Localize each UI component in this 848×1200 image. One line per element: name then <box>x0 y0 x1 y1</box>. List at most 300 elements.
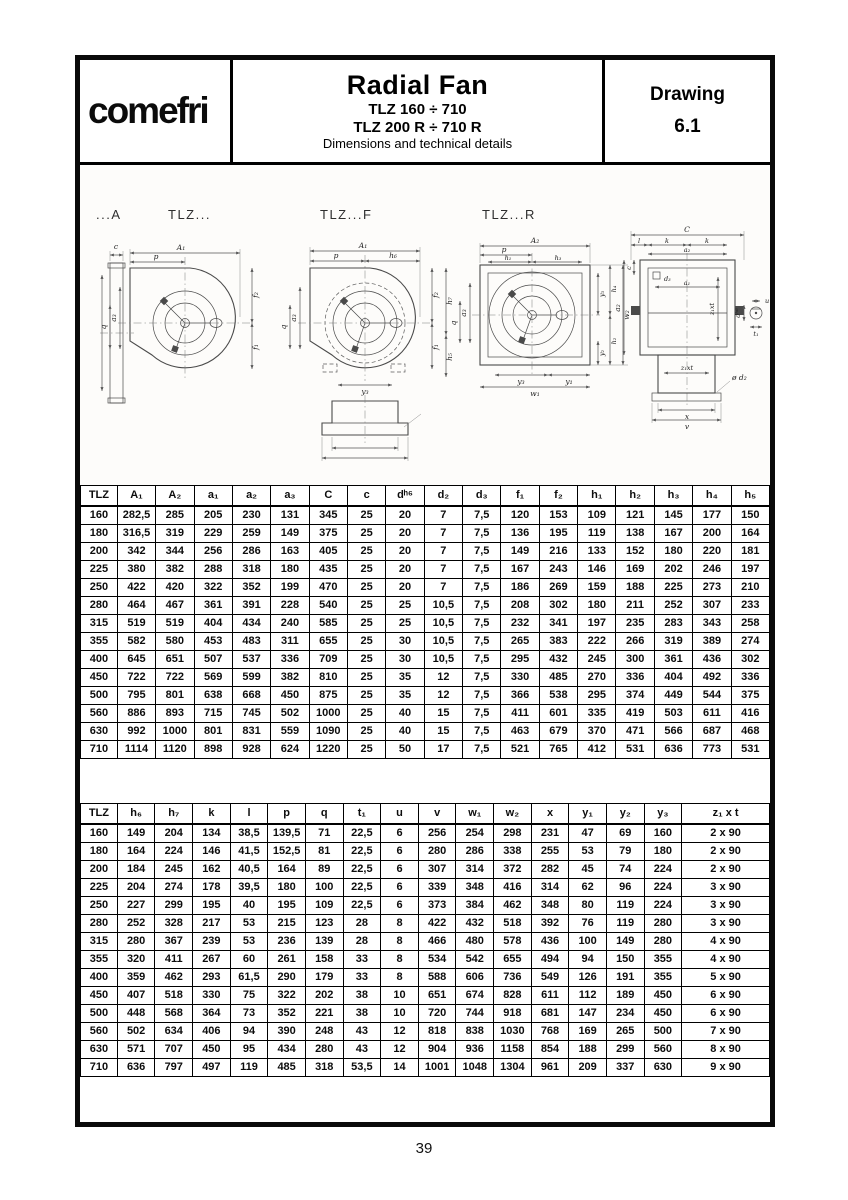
dimensions-table-2 <box>80 803 770 1077</box>
table-header-cell: dʰ⁶ <box>386 486 424 507</box>
table-cell: 149 <box>117 824 155 843</box>
dim-label: c <box>625 266 633 270</box>
table-cell: 336 <box>616 669 654 687</box>
dim-label: C <box>684 225 690 234</box>
table-cell: 216 <box>539 543 577 561</box>
table-cell: 531 <box>731 741 769 759</box>
table-cell: 169 <box>569 1023 607 1041</box>
table-header-cell: y₁ <box>569 804 607 825</box>
table-cell: 7,5 <box>463 561 501 579</box>
table-cell: 149 <box>606 933 644 951</box>
table-cell: 60 <box>230 951 268 969</box>
dim-label: q <box>449 320 458 326</box>
table-cell: 580 <box>156 633 194 651</box>
table-cell: 1090 <box>309 723 347 741</box>
table-cell: 109 <box>578 506 616 525</box>
table-cell: 450 <box>644 987 682 1005</box>
row-header-cell: 560 <box>81 705 118 723</box>
table-cell: 407 <box>117 987 155 1005</box>
table-cell: 380 <box>117 561 155 579</box>
table-cell: 818 <box>418 1023 456 1041</box>
table-header-cell: a₂ <box>232 486 270 507</box>
table-cell: 7,5 <box>463 741 501 759</box>
table-cell: 180 <box>644 843 682 861</box>
dim-label: v <box>684 422 690 431</box>
table-cell: 123 <box>305 915 343 933</box>
table-cell: 8 <box>381 933 419 951</box>
table-header-cell: c <box>347 486 385 507</box>
table-cell: 7 x 90 <box>682 1023 770 1041</box>
table-cell: 1000 <box>309 705 347 723</box>
table-cell: 801 <box>156 687 194 705</box>
title-caption: Dimensions and technical details <box>322 135 513 151</box>
table-cell: 61,5 <box>230 969 268 987</box>
table-cell: 71 <box>305 824 343 843</box>
view-label-a: ...A <box>96 207 122 222</box>
table-cell: 45 <box>569 861 607 879</box>
row-header-cell: 315 <box>81 933 118 951</box>
table-cell: 630 <box>644 1059 682 1077</box>
table-cell: 480 <box>456 933 494 951</box>
table-header-cell: w₂ <box>494 804 532 825</box>
table-cell: 248 <box>305 1023 343 1041</box>
table-cell: 419 <box>616 705 654 723</box>
table-cell: 463 <box>501 723 539 741</box>
row-header-cell: 180 <box>81 525 118 543</box>
table-cell: 453 <box>194 633 232 651</box>
table-cell: 280 <box>117 933 155 951</box>
table-cell: 432 <box>456 915 494 933</box>
table-cell: 636 <box>117 1059 155 1077</box>
table-cell: 290 <box>268 969 306 987</box>
table-cell: 164 <box>117 843 155 861</box>
table-header-cell: TLZ <box>81 486 118 507</box>
table-cell: 992 <box>117 723 155 741</box>
row-header-cell: 710 <box>81 1059 118 1077</box>
row-header-cell: 450 <box>81 669 118 687</box>
table-cell: 519 <box>156 615 194 633</box>
table-cell: 707 <box>155 1041 193 1059</box>
drawing-pedestal-f <box>322 395 421 461</box>
drawing-number: 6.1 <box>674 116 701 137</box>
table-cell: 566 <box>654 723 692 741</box>
table-cell: 146 <box>578 561 616 579</box>
table-cell: 43 <box>343 1023 381 1041</box>
table-header-cell: h₂ <box>616 486 654 507</box>
table-cell: 299 <box>155 897 193 915</box>
table-cell: 178 <box>193 879 231 897</box>
dim-label: h₆ <box>389 251 397 260</box>
row-header-cell: 160 <box>81 506 118 525</box>
table-cell: 336 <box>271 651 309 669</box>
table-cell: 636 <box>654 741 692 759</box>
logo-text: comefri <box>88 90 208 131</box>
table-cell: 299 <box>606 1041 644 1059</box>
row-header-cell: 630 <box>81 723 118 741</box>
dim-label: h₃ <box>554 254 562 262</box>
table-cell: 180 <box>654 543 692 561</box>
table-cell: 372 <box>494 861 532 879</box>
table-cell: 282,5 <box>117 506 155 525</box>
table-cell: 471 <box>616 723 654 741</box>
dim-label: k <box>705 237 709 245</box>
table-cell: 448 <box>117 1005 155 1023</box>
row-header-cell: 630 <box>81 1041 118 1059</box>
table-cell: 20 <box>386 525 424 543</box>
table-cell: 282 <box>531 861 569 879</box>
table-cell: 768 <box>531 1023 569 1041</box>
table-header-cell: h₄ <box>693 486 731 507</box>
row-header-cell: 355 <box>81 951 118 969</box>
table-cell: 184 <box>117 861 155 879</box>
table-cell: 6 <box>381 861 419 879</box>
table-row <box>81 579 770 597</box>
table-cell: 795 <box>117 687 155 705</box>
view-label-tlz: TLZ... <box>168 207 211 222</box>
table-cell: 8 <box>381 915 419 933</box>
dim-label-c: c <box>113 242 119 251</box>
table-cell: 10,5 <box>424 615 462 633</box>
table-cell: 234 <box>606 1005 644 1023</box>
table-cell: 94 <box>569 951 607 969</box>
table-cell: 3 x 90 <box>682 915 770 933</box>
table-cell: 119 <box>230 1059 268 1077</box>
table-cell: 601 <box>539 705 577 723</box>
table-cell: 311 <box>271 633 309 651</box>
table-gap <box>80 759 770 803</box>
table-cell: 133 <box>578 543 616 561</box>
table-cell: 801 <box>194 723 232 741</box>
table-cell: 210 <box>731 579 769 597</box>
row-header-cell: 225 <box>81 561 118 579</box>
dim-label: h₄ <box>610 285 618 293</box>
table-cell: 886 <box>117 705 155 723</box>
table-header-cell: C <box>309 486 347 507</box>
table-cell: 715 <box>194 705 232 723</box>
table-header-cell: d₃ <box>463 486 501 507</box>
table-cell: 265 <box>606 1023 644 1041</box>
row-header-cell: 400 <box>81 651 118 669</box>
dim-label: f₂ <box>251 292 260 298</box>
table-cell: 43 <box>343 1041 381 1059</box>
table-cell: 389 <box>693 633 731 651</box>
dim-label: z₁xt <box>680 364 694 372</box>
table-cell: 186 <box>501 579 539 597</box>
table-cell: 25 <box>347 633 385 651</box>
table-cell: 339 <box>418 879 456 897</box>
table-cell: 416 <box>731 705 769 723</box>
table-cell: 485 <box>268 1059 306 1077</box>
table-cell: 149 <box>501 543 539 561</box>
table-cell: 624 <box>271 741 309 759</box>
table-cell: 420 <box>156 579 194 597</box>
table-cell: 7,5 <box>463 597 501 615</box>
table-cell: 7 <box>424 561 462 579</box>
table-cell: 119 <box>578 525 616 543</box>
table-row <box>81 824 770 843</box>
table-cell: 273 <box>693 579 731 597</box>
table-cell: 2 x 90 <box>682 861 770 879</box>
table-cell: 936 <box>456 1041 494 1059</box>
table-cell: 40 <box>386 723 424 741</box>
table-cell: 41,5 <box>230 843 268 861</box>
table-cell: 544 <box>693 687 731 705</box>
table-cell: 25 <box>386 597 424 615</box>
table-cell: 197 <box>578 615 616 633</box>
row-header-cell: 280 <box>81 915 118 933</box>
table-cell: 293 <box>193 969 231 987</box>
table-cell: 390 <box>268 1023 306 1041</box>
table-cell: 765 <box>539 741 577 759</box>
drawing-tlz-f <box>279 241 454 396</box>
dim-label: k <box>665 237 669 245</box>
table-cell: 246 <box>693 561 731 579</box>
table-cell: 893 <box>156 705 194 723</box>
table-cell: 202 <box>654 561 692 579</box>
table-cell: 191 <box>606 969 644 987</box>
table-cell: 47 <box>569 824 607 843</box>
table-cell: 679 <box>539 723 577 741</box>
table-cell: 139,5 <box>268 824 306 843</box>
table-cell: 25 <box>347 705 385 723</box>
table-cell: 12 <box>424 669 462 687</box>
table-header-cell: y₃ <box>644 804 682 825</box>
table-cell: 361 <box>194 597 232 615</box>
table-header-cell: k <box>193 804 231 825</box>
table-cell: 119 <box>606 915 644 933</box>
table-cell: 831 <box>232 723 270 741</box>
table-cell: 158 <box>305 951 343 969</box>
table-cell: 370 <box>578 723 616 741</box>
table-cell: 382 <box>156 561 194 579</box>
table-cell: 7,5 <box>463 543 501 561</box>
table-cell: 163 <box>271 543 309 561</box>
table-cell: 320 <box>117 951 155 969</box>
table-cell: 307 <box>418 861 456 879</box>
row-header-cell: 355 <box>81 633 118 651</box>
table-cell: 233 <box>731 597 769 615</box>
table-cell: 204 <box>155 824 193 843</box>
table-header-cell: h₃ <box>654 486 692 507</box>
table-cell: 38 <box>343 987 381 1005</box>
table-cell: 22,5 <box>343 824 381 843</box>
table-cell: 9 x 90 <box>682 1059 770 1077</box>
table-cell: 139 <box>305 933 343 951</box>
table-cell: 270 <box>578 669 616 687</box>
table-cell: 274 <box>155 879 193 897</box>
table-cell: 435 <box>309 561 347 579</box>
row-header-cell: 160 <box>81 824 118 843</box>
table-cell: 7,5 <box>463 506 501 525</box>
table-cell: 112 <box>569 987 607 1005</box>
table-cell: 391 <box>232 597 270 615</box>
table-cell: 22,5 <box>343 843 381 861</box>
table-row <box>81 915 770 933</box>
table-cell: 202 <box>305 987 343 1005</box>
table-cell: 220 <box>693 543 731 561</box>
table-cell: 462 <box>494 897 532 915</box>
row-header-cell: 280 <box>81 597 118 615</box>
table-row <box>81 705 770 723</box>
table-cell: 286 <box>232 543 270 561</box>
table-cell: 585 <box>309 615 347 633</box>
table-cell: 4 x 90 <box>682 951 770 969</box>
table-cell: 502 <box>117 1023 155 1041</box>
table-cell: 274 <box>731 633 769 651</box>
row-header-cell: 500 <box>81 687 118 705</box>
table-cell: 494 <box>531 951 569 969</box>
table-cell: 30 <box>386 633 424 651</box>
table-cell: 22,5 <box>343 861 381 879</box>
table-cell: 462 <box>155 969 193 987</box>
dim-label: y₁ <box>565 377 573 386</box>
table-cell: 239 <box>193 933 231 951</box>
table-cell: 204 <box>117 879 155 897</box>
table-cell: 280 <box>644 915 682 933</box>
table-header-cell: d₂ <box>424 486 462 507</box>
table-cell: 25 <box>347 687 385 705</box>
table-cell: 542 <box>456 951 494 969</box>
table-cell: 254 <box>456 824 494 843</box>
table-cell: 12 <box>424 687 462 705</box>
table-cell: 95 <box>230 1041 268 1059</box>
table-header-cell: h₆ <box>117 804 155 825</box>
table-cell: 80 <box>569 897 607 915</box>
table-row <box>81 951 770 969</box>
table-cell: 6 <box>381 843 419 861</box>
table-cell: 355 <box>644 969 682 987</box>
table-cell: 38,5 <box>230 824 268 843</box>
table-cell: 348 <box>531 897 569 915</box>
table-cell: 7 <box>424 579 462 597</box>
table-row <box>81 843 770 861</box>
table-cell: 500 <box>644 1023 682 1041</box>
table-cell: 483 <box>232 633 270 651</box>
table-cell: 411 <box>155 951 193 969</box>
table-cell: 470 <box>309 579 347 597</box>
table-cell: 335 <box>578 705 616 723</box>
dim-label: w₁ <box>530 389 540 398</box>
table-cell: 611 <box>531 987 569 1005</box>
page-number: 39 <box>415 1140 433 1157</box>
table-cell: 1001 <box>418 1059 456 1077</box>
table-cell: 136 <box>501 525 539 543</box>
table-cell: 722 <box>117 669 155 687</box>
table-cell: 62 <box>569 879 607 897</box>
table-cell: 265 <box>501 633 539 651</box>
table-cell: 569 <box>194 669 232 687</box>
table-header-cell: h₁ <box>578 486 616 507</box>
table-cell: 302 <box>539 597 577 615</box>
table-cell: 1030 <box>494 1023 532 1041</box>
table-cell: 359 <box>117 969 155 987</box>
table-cell: 20 <box>386 579 424 597</box>
table-cell: 336 <box>731 669 769 687</box>
table-header-cell: TLZ <box>81 804 118 825</box>
table-cell: 928 <box>232 741 270 759</box>
table-cell: 138 <box>616 525 654 543</box>
table-row <box>81 741 770 759</box>
table-cell: 383 <box>539 633 577 651</box>
table-cell: 40 <box>386 705 424 723</box>
table-row <box>81 506 770 525</box>
table-cell: 322 <box>194 579 232 597</box>
table-cell: 269 <box>539 579 577 597</box>
table-cell: 531 <box>616 741 654 759</box>
table-cell: 227 <box>117 897 155 915</box>
table-cell: 534 <box>418 951 456 969</box>
table-cell: 167 <box>501 561 539 579</box>
table-cell: 328 <box>155 915 193 933</box>
table-cell: 7,5 <box>463 651 501 669</box>
table-cell: 537 <box>232 651 270 669</box>
table-cell: 1120 <box>156 741 194 759</box>
dim-label: a₃ <box>289 314 298 322</box>
table-cell: 286 <box>456 843 494 861</box>
table-cell: 195 <box>268 897 306 915</box>
table-cell: 211 <box>616 597 654 615</box>
table-cell: 153 <box>539 506 577 525</box>
table-cell: 745 <box>232 705 270 723</box>
table-cell: 228 <box>271 597 309 615</box>
table-cell: 322 <box>268 987 306 1005</box>
table-cell: 152,5 <box>268 843 306 861</box>
table-cell: 392 <box>531 915 569 933</box>
table-row <box>81 525 770 543</box>
dim-label: A₁ <box>358 241 368 250</box>
table-cell: 709 <box>309 651 347 669</box>
table-cell: 318 <box>305 1059 343 1077</box>
table-cell: 651 <box>156 651 194 669</box>
table-cell: 7,5 <box>463 633 501 651</box>
table-cell: 773 <box>693 741 731 759</box>
technical-drawings <box>80 165 770 485</box>
table-cell: 7,5 <box>463 723 501 741</box>
table-cell: 25 <box>386 615 424 633</box>
table-cell: 25 <box>347 506 385 525</box>
title-block <box>80 60 770 165</box>
table-cell: 961 <box>531 1059 569 1077</box>
row-header-cell: 710 <box>81 741 118 759</box>
table-cell: 10 <box>381 987 419 1005</box>
table-cell: 22,5 <box>343 897 381 915</box>
drawing-side-view <box>613 225 747 431</box>
table-cell: 549 <box>531 969 569 987</box>
table-header-cell: p <box>268 804 306 825</box>
table-cell: 208 <box>501 597 539 615</box>
table-cell: 300 <box>616 651 654 669</box>
table-cell: 367 <box>155 933 193 951</box>
table-cell: 599 <box>232 669 270 687</box>
table-cell: 109 <box>305 897 343 915</box>
dim-label: p <box>153 252 159 261</box>
table-row <box>81 987 770 1005</box>
table-cell: 352 <box>232 579 270 597</box>
dim-label: ø d₂ <box>732 373 747 382</box>
table-cell: 434 <box>268 1041 306 1059</box>
dim-label: h₅ <box>445 353 454 361</box>
table-cell: 582 <box>117 633 155 651</box>
dim-label: h₁ <box>504 254 512 262</box>
table-cell: 503 <box>654 705 692 723</box>
table-cell: 8 <box>381 951 419 969</box>
table-cell: 100 <box>569 933 607 951</box>
table-cell: 33 <box>343 969 381 987</box>
table-cell: 828 <box>494 987 532 1005</box>
table-cell: 7 <box>424 543 462 561</box>
row-header-cell: 250 <box>81 897 118 915</box>
row-header-cell: 450 <box>81 987 118 1005</box>
